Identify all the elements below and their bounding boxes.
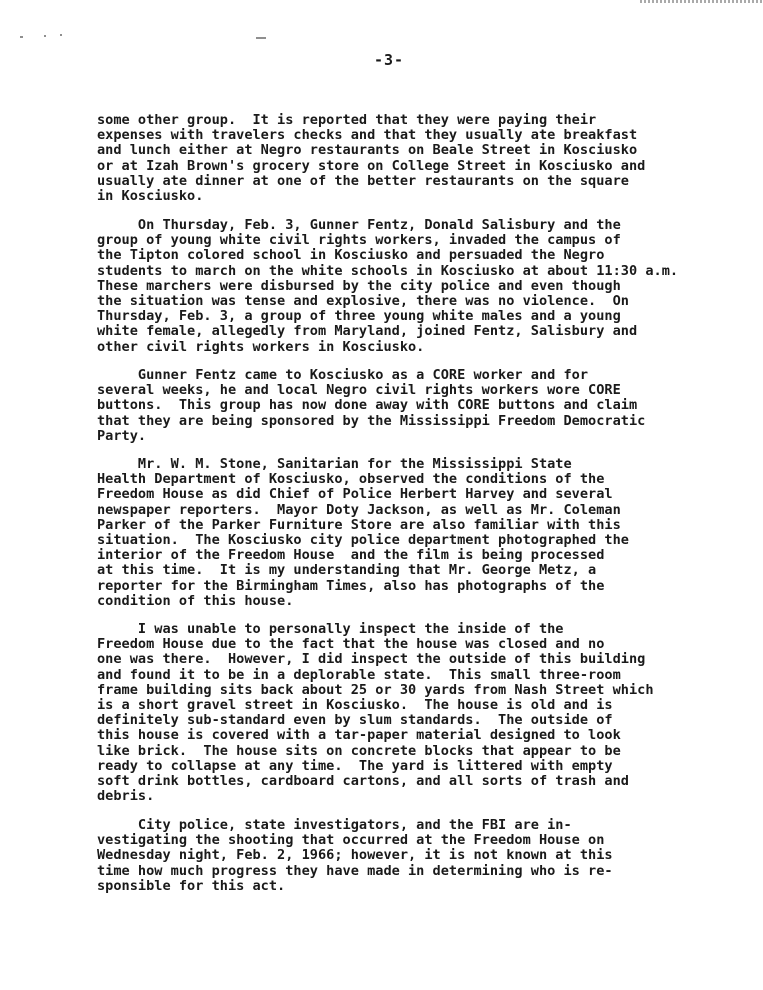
paragraph-inspection: I was unable to personally inspect the inside of the Freedom House due to the fact that the house was closed and no one was there. However, I did inspect the outside of this building and found it to be in a deplorable state. This small three-room frame building sits back about 25 or 30 yards from Nash Street which is a short gravel street in Kosciusko. The house is old and is definitely sub-standard even by slum standards. The outside of this house is covered with a tar-paper material designed to look like brick. The house sits on concrete blocks that appear to be ready to collapse at any time. The yard is littered with empty soft drink bottles, cardboard cartons, and all sorts of trash and debris. [97,621,654,805]
scan-speck [256,37,266,39]
paragraph-freedom-house-observers: Mr. W. M. Stone, Sanitarian for the Mississippi State Health Department of Kosciusko, observed the conditions of the Freedom House as did Chief of Police Herbert Harvey and several newspaper reporters. Mayor Doty Jackson, as well as Mr. Coleman Parker of the Parker Furniture Store are also familiar with this situation. The Kosciusko city police department photographed the interior of the Freedom House and the film is being processed at this time. It is my understanding that Mr. George Metz, a reporter for the Birmingham Times, also has photographs of the condition of this house. [97,456,629,609]
paragraph-march: On Thursday, Feb. 3, Gunner Fentz, Donald Salisbury and the group of young white civil rights workers, invaded the campus of the Tipton colored school in Kosciusko and persuaded the Negro students to march on the white schools in Kosciusko at about 11:30 a.m. These marchers were disbursed by the city police and even though the situation was tense and explosive, there was no violence. On Thursday, Feb. 3, a group of three young white males and a young white female, allegedly from Maryland, joined Fentz, Salisbury and other civil rights workers in Kosciusko. [97,217,679,355]
scan-speck [44,35,46,37]
scan-speck [60,34,62,36]
scan-speck [20,36,23,38]
paragraph-core-buttons: Gunner Fentz came to Kosciusko as a CORE worker and for several weeks, he and local Negro civil rights workers wore CORE buttons. This group has now done away with CORE buttons and claim that they are being sponsored by the Mississippi Freedom Democratic Party. [97,367,646,444]
scan-edge-rule [640,0,763,3]
page-number: -3- [374,51,405,69]
paragraph-investigation: City police, state investigators, and the FBI are in- vestigating the shooting that occurred at the Freedom House on Wednesday night, Feb. 2, 1966; however, it is not known at this time how much progress they have made in determining who is re- sponsible for this act. [97,817,613,894]
paragraph-expenses: some other group. It is reported that they were paying their expenses with travelers checks and that they usually ate breakfast and lunch either at Negro restaurants on Beale Street in Kosciusko or at Izah Brown's grocery store on College Street in Kosciusko and usually ate dinner at one of the better restaurants on the square in Kosciusko. [97,112,646,205]
